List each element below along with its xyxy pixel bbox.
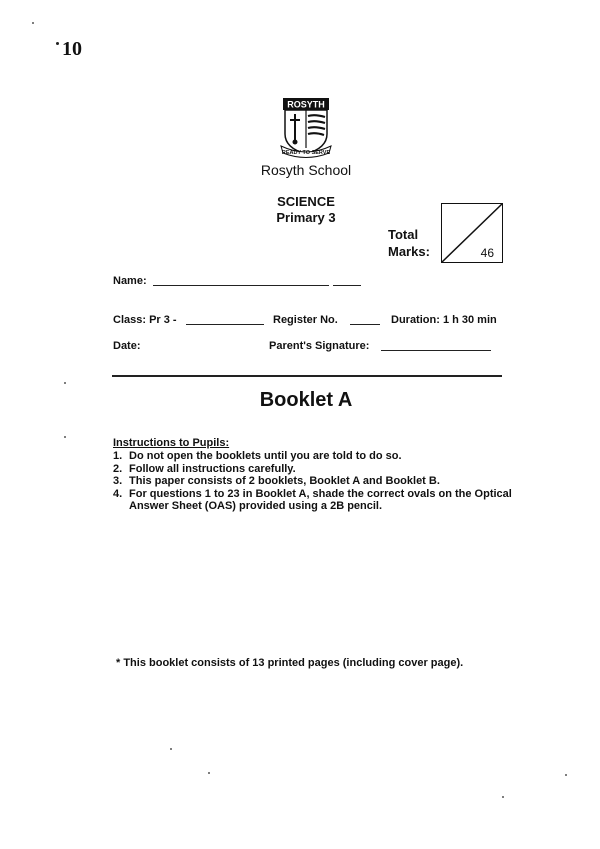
svg-text:READY TO SERVE: READY TO SERVE [281, 150, 331, 156]
level-title: Primary 3 [276, 210, 336, 225]
instruction-item [113, 450, 513, 463]
instruction-number: 4. [113, 487, 123, 500]
scan-speck [208, 772, 210, 774]
scan-speck [565, 774, 567, 776]
instruction-number: 3. [113, 475, 123, 487]
total-label-line2: Marks: [388, 244, 430, 259]
school-crest-logo [275, 96, 337, 160]
scan-speck [56, 42, 59, 45]
instruction-number: 1. [113, 450, 123, 462]
total-marks-value: 46 [480, 246, 494, 260]
booklet-title: Booklet A [259, 389, 353, 411]
svg-text:ROSYTH: ROSYTH [287, 99, 325, 110]
parent-signature-line[interactable] [381, 350, 491, 351]
instruction-item [113, 463, 513, 476]
instructions-list [113, 450, 513, 513]
instruction-text: Do not open the booklets until you are told to do so. [129, 450, 402, 462]
register-field-line[interactable] [350, 324, 380, 325]
school-name: Rosyth School [260, 162, 352, 178]
scan-speck [502, 796, 504, 798]
class-label: Class: Pr 3 - [113, 314, 177, 326]
subject-title: SCIENCE [277, 194, 335, 209]
class-field-line[interactable] [186, 324, 264, 325]
parent-signature-label: Parent's Signature: [269, 340, 370, 352]
section-divider [112, 375, 502, 377]
instruction-text: This paper consists of 2 booklets, Booklet A and Booklet B. [129, 475, 440, 487]
name-field-line[interactable] [153, 285, 329, 286]
date-label: Date: [113, 340, 141, 352]
name-label: Name: [113, 275, 147, 287]
instructions-heading: Instructions to Pupils: [113, 437, 230, 449]
instruction-item [113, 488, 513, 513]
instruction-text: For questions 1 to 23 in Booklet A, shade the correct ovals on the Optical Answer Sheet (OAS) provided using a 2B pencil. [129, 487, 512, 512]
page-number: 10 [62, 38, 82, 60]
scan-speck [64, 382, 66, 384]
total-marks-label [388, 226, 430, 260]
name-field-line-2[interactable] [333, 285, 361, 286]
total-label-line1: Total [388, 227, 419, 242]
instruction-text: Follow all instructions carefully. [129, 462, 296, 475]
total-marks-box [441, 203, 503, 263]
duration-text: Duration: 1 h 30 min [391, 314, 497, 326]
register-label: Register No. [273, 314, 338, 326]
scan-speck [170, 748, 172, 750]
instruction-number: 2. [113, 462, 123, 475]
scan-speck [64, 436, 66, 438]
scan-speck [32, 22, 34, 24]
instruction-item [113, 475, 513, 488]
footer-note: * This booklet consists of 13 printed pages (including cover page). [116, 657, 464, 669]
